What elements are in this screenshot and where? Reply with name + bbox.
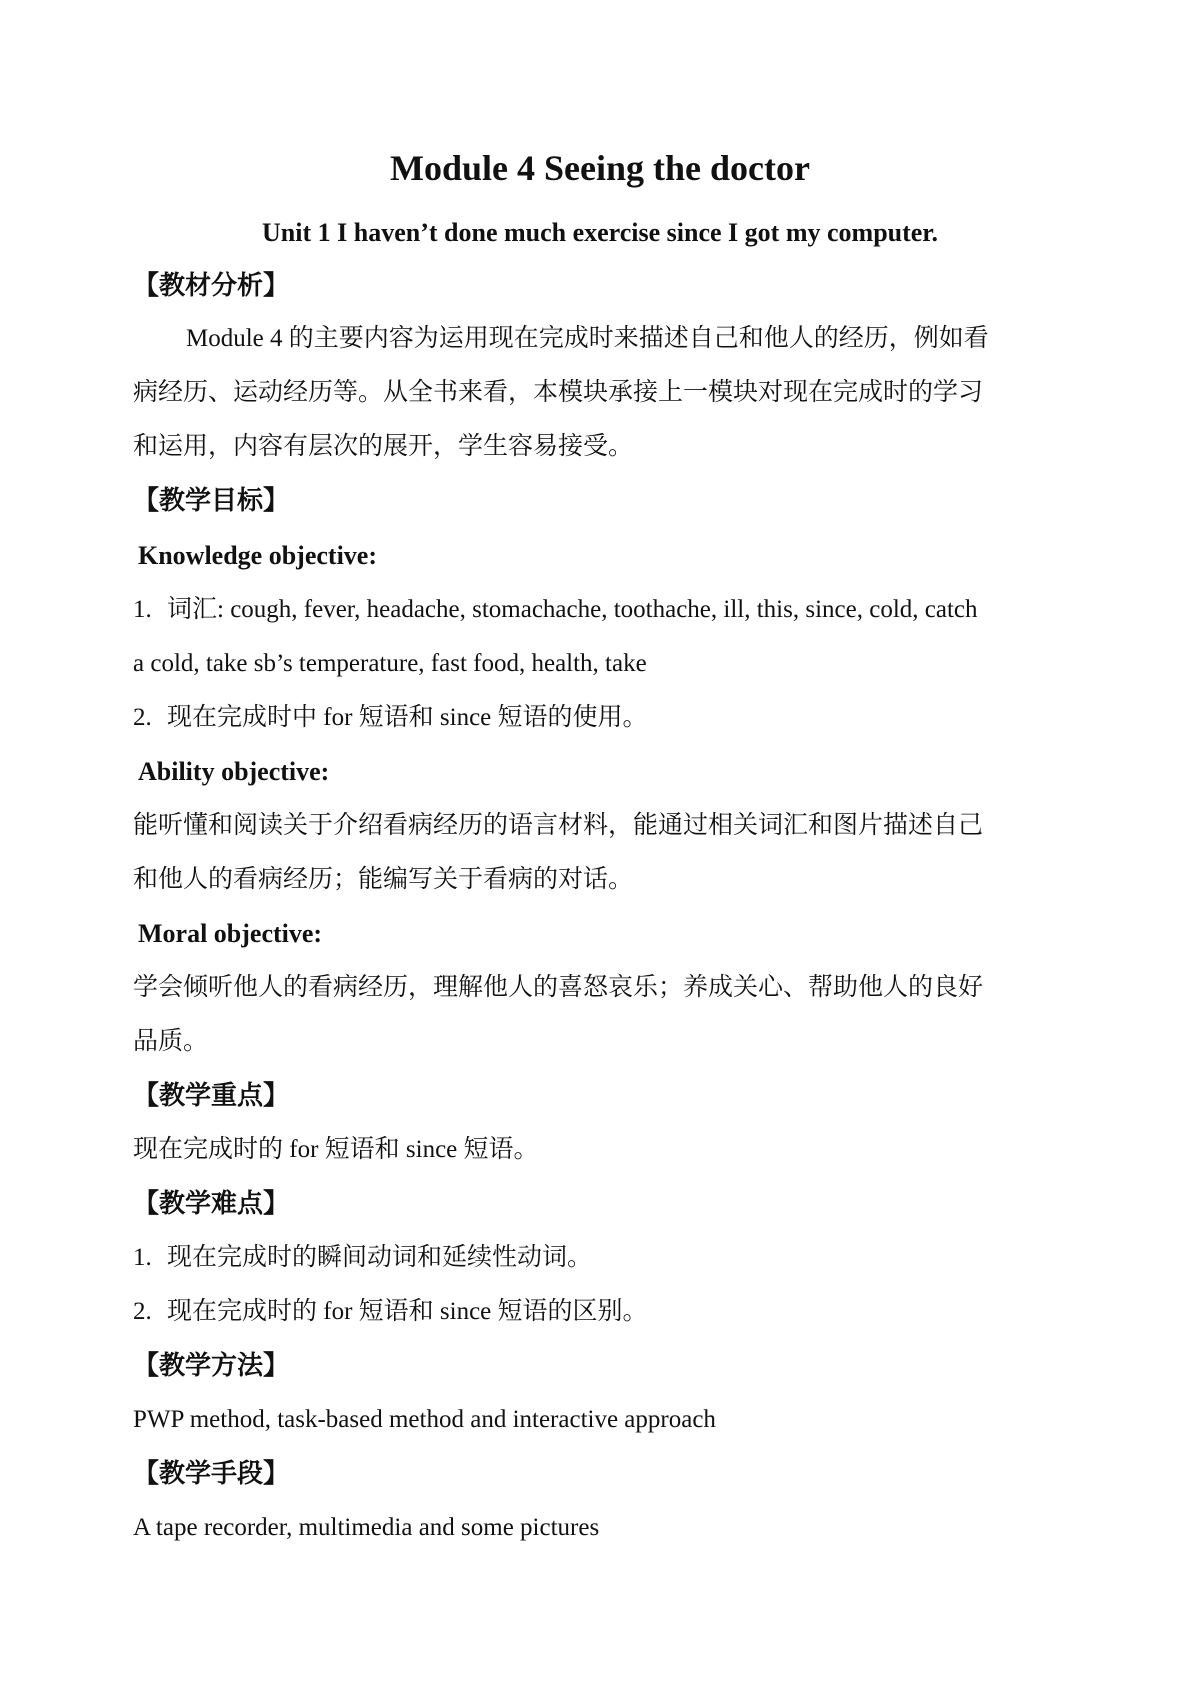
moral-objective-label: Moral objective: xyxy=(138,919,323,948)
difficulties-heading: 【教学难点】 xyxy=(133,1189,290,1218)
page-title: Module 4 Seeing the doctor xyxy=(390,148,810,188)
knowledge-objective-label: Knowledge objective: xyxy=(138,541,378,570)
knowledge-item xyxy=(133,594,978,626)
item-number: 1. xyxy=(133,1244,152,1271)
difficulty-item xyxy=(133,1242,592,1274)
key-points-text: 现在完成时的 for 短语和 since 短语。 xyxy=(133,1136,539,1163)
moral-objective-line: 品质。 xyxy=(133,1028,209,1055)
ability-objective-line: 和他人的看病经历；能编写关于看病的对话。 xyxy=(133,866,634,893)
methods-text: PWP method, task-based method and interactive approach xyxy=(133,1406,716,1433)
item-number: 1. xyxy=(133,596,152,623)
means-text: A tape recorder, multimedia and some pictures xyxy=(133,1514,600,1541)
item-number: 2. xyxy=(133,1298,152,1325)
objectives-heading: 【教学目标】 xyxy=(133,486,290,515)
difficulty-item-text: 现在完成时的瞬间动词和延续性动词。 xyxy=(167,1244,593,1271)
key-points-heading: 【教学重点】 xyxy=(133,1081,290,1110)
methods-heading: 【教学方法】 xyxy=(133,1351,290,1380)
ability-objective-label: Ability objective: xyxy=(138,757,330,786)
analysis-line: 病经历、运动经历等。从全书来看，本模块承接上一模块对现在完成时的学习 xyxy=(133,379,984,406)
vocabulary-line: 词汇: cough, fever, headache, stomachache, toothache, ill, this, since, cold, catch xyxy=(167,596,978,623)
ability-objective-line: 能听懂和阅读关于介绍看病经历的语言材料，能通过相关词汇和图片描述自己 xyxy=(133,812,984,839)
item-number: 2. xyxy=(133,704,152,731)
analysis-heading: 【教材分析】 xyxy=(133,271,290,300)
unit-subtitle: Unit 1 I haven’t done much exercise since I got my computer. xyxy=(262,218,938,247)
difficulty-item-text: 现在完成时的 for 短语和 since 短语的区别。 xyxy=(167,1298,648,1325)
knowledge-item xyxy=(133,702,648,734)
vocabulary-line-continued: a cold, take sb’s temperature, fast food, health, take xyxy=(133,650,647,677)
analysis-line: Module 4 的主要内容为运用现在完成时来描述自己和他人的经历，例如看 xyxy=(186,325,989,352)
means-heading: 【教学手段】 xyxy=(133,1459,290,1488)
moral-objective-line: 学会倾听他人的看病经历，理解他人的喜怒哀乐；养成关心、帮助他人的良好 xyxy=(133,974,984,1001)
analysis-line: 和运用，内容有层次的展开，学生容易接受。 xyxy=(133,433,634,460)
difficulty-item xyxy=(133,1296,648,1328)
knowledge-item-text: 现在完成时中 for 短语和 since 短语的使用。 xyxy=(167,704,648,731)
